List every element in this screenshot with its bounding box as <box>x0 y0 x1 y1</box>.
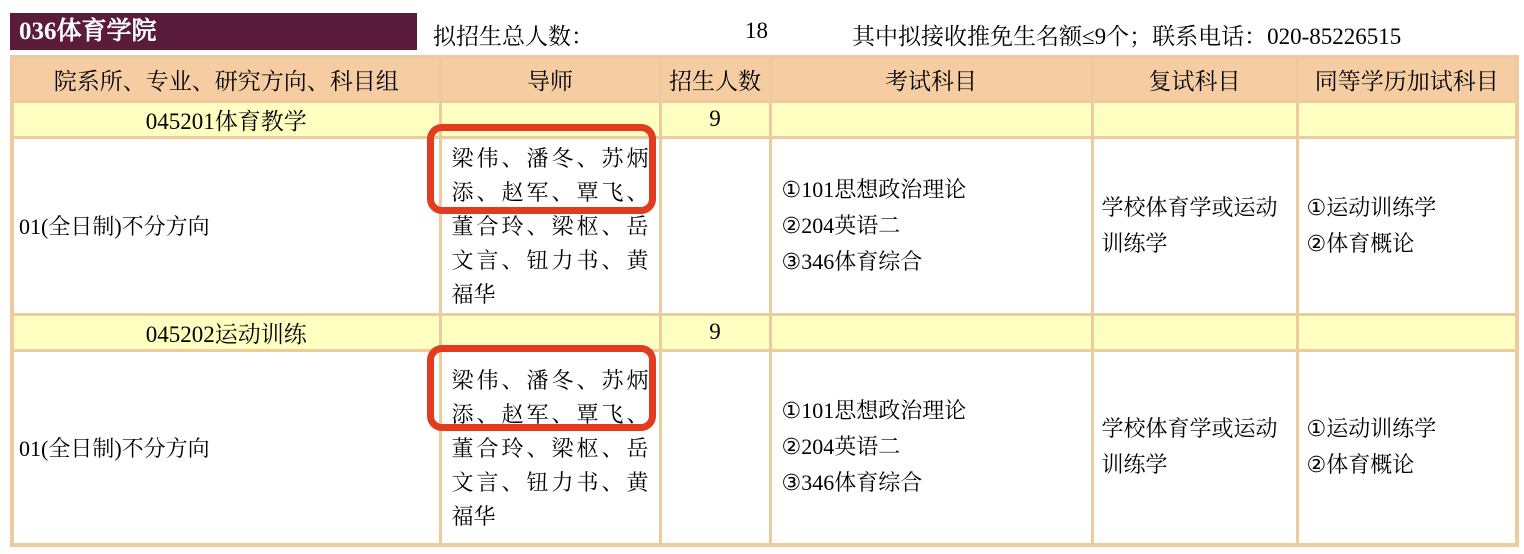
table-header-row <box>12 57 1517 101</box>
retest-subject-cell: 学校体育学或运动训练学 <box>1092 350 1297 545</box>
empty-cell <box>1297 314 1517 350</box>
exam-subject-line: ②204英语二 <box>781 434 901 460</box>
quota-contact-note: 其中拟接收推免生名额≤9个；联系电话：020-85226515 <box>852 24 1402 49</box>
header-tutors: 导师 <box>440 57 660 101</box>
exam-subject-line: ①101思想政治理论 <box>781 398 967 424</box>
empty-cell <box>1092 101 1297 137</box>
header-quota: 招生人数 <box>660 57 770 101</box>
additional-subject-line: ①运动训练学 <box>1306 194 1437 220</box>
tutors-cell: 梁伟、潘冬、苏炳添、赵军、覃飞、董合玲、梁枢、岳文言、钮力书、黄福华 <box>440 137 660 314</box>
program-name: 045202运动训练 <box>12 314 440 350</box>
empty-cell <box>440 314 660 350</box>
header-retest-subjects: 复试科目 <box>1092 57 1297 101</box>
planned-total-label: 拟招生总人数： <box>433 24 594 49</box>
program-name: 045201体育教学 <box>12 101 440 137</box>
program-row-045201 <box>12 101 1517 137</box>
empty-cell <box>770 101 1092 137</box>
header-exam-subjects: 考试科目 <box>770 57 1092 101</box>
additional-subjects-cell <box>1297 350 1517 545</box>
header-dept-major: 院系所、专业、研究方向、科目组 <box>12 57 440 101</box>
exam-subject-line: ③346体育综合 <box>781 248 923 274</box>
additional-subject-line: ②体育概论 <box>1306 452 1415 478</box>
program-quota: 9 <box>660 314 770 350</box>
retest-subject-cell: 学校体育学或运动训练学 <box>1092 137 1297 314</box>
tutors-cell: 梁伟、潘冬、苏炳添、赵军、覃飞、董合玲、梁枢、岳文言、钮力书、黄福华 <box>440 350 660 545</box>
header-additional-subjects: 同等学历加试科目 <box>1297 57 1517 101</box>
empty-cell <box>660 350 770 545</box>
additional-subjects-cell <box>1297 137 1517 314</box>
empty-cell <box>440 101 660 137</box>
detail-row-045201 <box>12 137 1517 314</box>
additional-subject-line: ①运动训练学 <box>1306 416 1437 442</box>
program-row-045202 <box>12 314 1517 350</box>
planned-total-value: 18 <box>745 18 768 43</box>
exam-subjects-cell <box>770 137 1092 314</box>
exam-subject-line: ①101思想政治理论 <box>781 176 967 202</box>
exam-subject-line: ③346体育综合 <box>781 470 923 496</box>
admissions-table <box>10 55 1519 547</box>
empty-cell <box>770 314 1092 350</box>
detail-row-045202 <box>12 350 1517 545</box>
empty-cell <box>660 137 770 314</box>
direction-cell: 01(全日制)不分方向 <box>12 137 440 314</box>
additional-subject-line: ②体育概论 <box>1306 230 1415 256</box>
department-banner: 036体育学院 <box>10 13 417 50</box>
empty-cell <box>1297 101 1517 137</box>
exam-subject-line: ②204英语二 <box>781 212 901 238</box>
empty-cell <box>1092 314 1297 350</box>
program-quota: 9 <box>660 101 770 137</box>
exam-subjects-cell <box>770 350 1092 545</box>
direction-cell: 01(全日制)不分方向 <box>12 350 440 545</box>
